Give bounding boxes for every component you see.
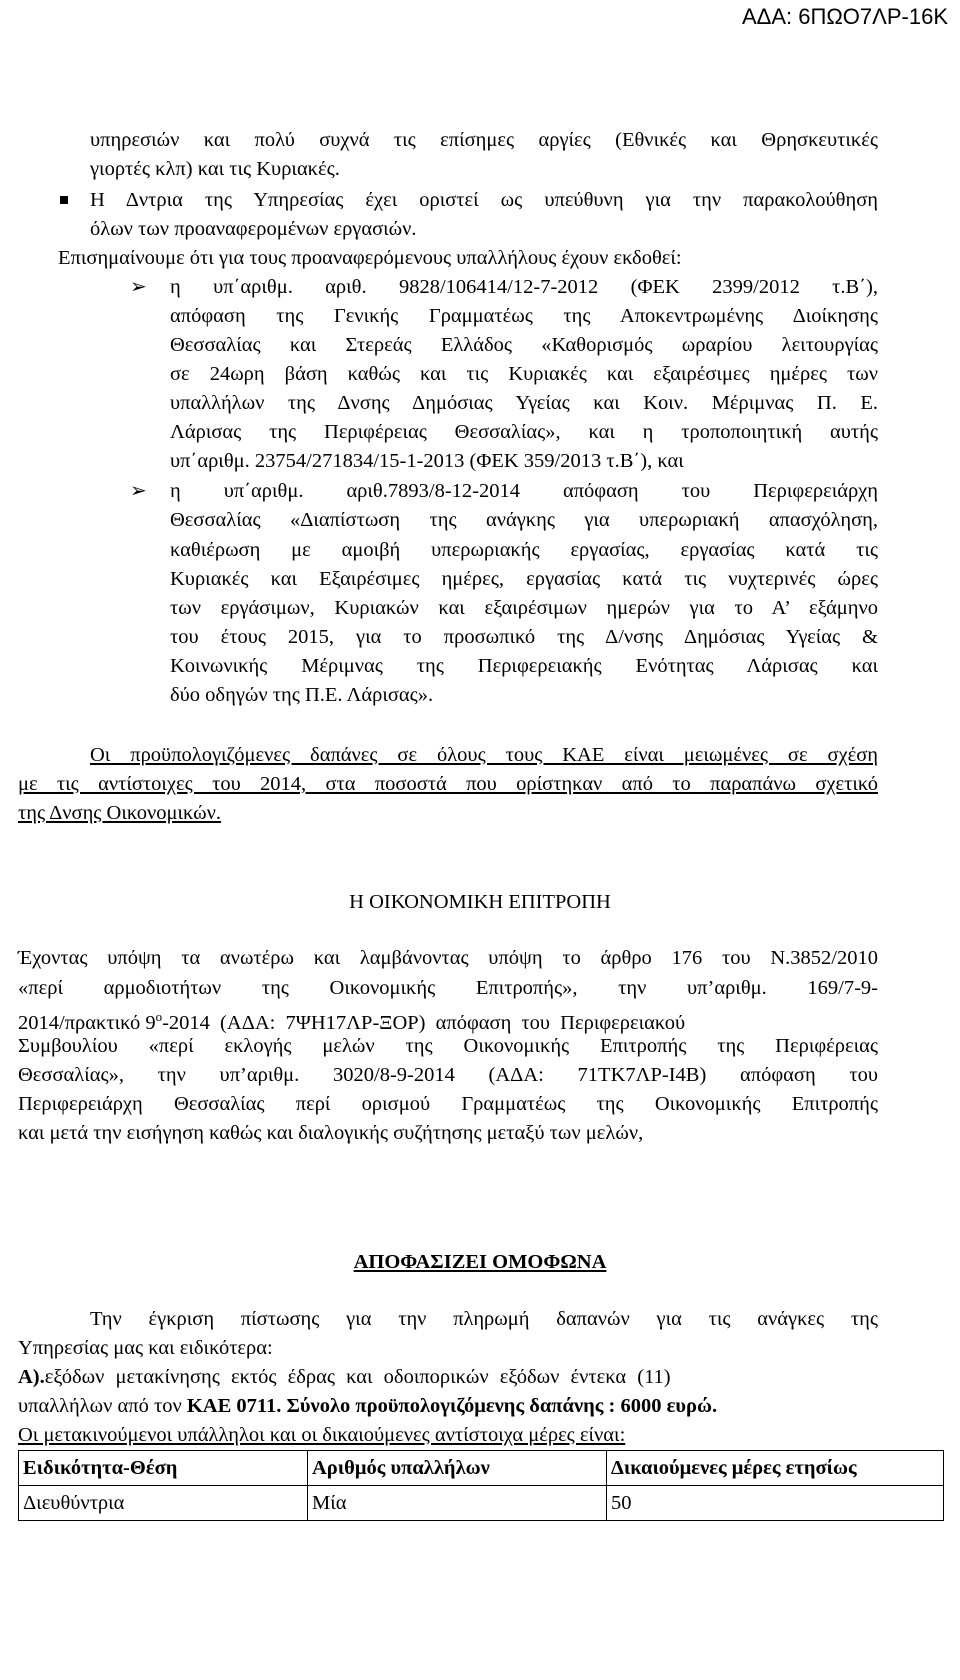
considering-line: Έχοντας υπόψη τα ανωτέρω και λαμβάνοντας υπόψη το άρθρο 176 του Ν.3852/2010 [18,947,878,969]
item-a-label: Α). [18,1366,45,1388]
item-a-text: υπαλλήλων από τον [18,1395,187,1417]
employees-table [18,1450,944,1521]
item-a-line: Οι μετακινούμενοι υπάλληλοι και οι δικαιούμενες αντίστοιχα μέρες είναι: [18,1424,626,1446]
table-cell: Μία [308,1486,607,1521]
decision-heading: ΑΠΟΦΑΣΙΖΕΙ ΟΜΟΦΩΝΑ [353,1251,607,1273]
considering-line-part: -2014 (ΑΔΑ: 7ΨΗ17ΛΡ-ΞΟΡ) απόφαση του Περιφερειακού [162,1011,686,1034]
arrow-item-line: υπαλλήλων της Δνσης Δημόσιας Υγείας και Κοιν. Μέριμνας Π. Ε. [170,392,878,414]
bullet-line: Η Δντρια της Υπηρεσίας έχει οριστεί ως υπεύθυνη για την παρακολούθηση [90,189,878,211]
committee-title: Η ΟΙΚΟΝΟΜΙΚΗ ΕΠΙΤΡΟΠΗ [349,891,611,913]
approval-line: Υπηρεσίας μας και ειδικότερα: [18,1337,273,1359]
arrow-item-line: Θεσσαλίας και Στερεάς Ελλάδος «Καθορισμός ωραρίου λειτουργίας [170,334,878,356]
considering-line: Θεσσαλίας», την υπ’αριθμ. 3020/8-9-2014 (ΑΔΑ: 71ΤΚ7ΛΡ-Ι4Β) απόφαση του [18,1064,878,1086]
total-cost: Σύνολο προϋπολογιζόμενης δαπάνης : 6000 ευρώ. [281,1395,718,1417]
arrow-item-line: Λάρισας της Περιφέρειας Θεσσαλίας», και η τροποποιητική αυτής [170,421,878,443]
table-header-row [19,1451,944,1486]
item-a-line [18,1391,717,1421]
table-cell: 50 [607,1486,944,1521]
square-bullet-icon [60,196,68,204]
underlined-paragraph-line: της Δνσης Οικονομικών. [18,802,222,824]
arrow-item-line: σε 24ωρη βάση καθώς και τις Κυριακές και εξαιρέσιμες ημέρες των [170,363,878,385]
arrow-bullet-icon: ➢ [130,276,147,298]
arrow-item-line: απόφαση της Γενικής Γραμματέως της Αποκεντρωμένης Διοίκησης [170,305,878,327]
kae-code: ΚΑΕ 0711. [186,1395,282,1417]
table-cell: Διευθύντρια [19,1486,308,1521]
table-header-cell: Αριθμός υπαλλήλων [308,1451,607,1486]
considering-line-part: 2014/πρακτικό 9 [18,1011,156,1034]
arrow-item-line: Κυριακές και Εξαιρέσιμες ημέρες, εργασίας κατά τις νυχτερινές ώρες [170,568,878,590]
considering-line: «περί αρμοδιοτήτων της Οικονομικής Επιτροπής», την υπ’αριθμ. 169/7-9- [18,977,878,999]
arrow-item-line: Θεσσαλίας «Διαπίστωση της ανάγκης για υπερωριακή απασχόληση, [170,509,878,531]
table-header-cell: Δικαιούμενες μέρες ετησίως [607,1451,944,1486]
bullet-line: όλων των προαναφερομένων εργασιών. [90,218,417,240]
arrow-item-line: η υπ΄αριθμ. αριθ.7893/8-12-2014 απόφαση του Περιφερειάρχη [170,480,878,502]
approval-line: Την έγκριση πίστωσης για την πληρωμή δαπανών για τις ανάγκες της [90,1308,878,1330]
superscript-o: ο [155,1009,163,1024]
arrow-item-line: δύο οδηγών της Π.Ε. Λάρισας». [170,684,434,706]
arrow-item-line: των εργάσιμων, Κυριακών και εξαιρέσιμων ημερών για το Α’ εξάμηνο [170,597,878,619]
arrow-item-line: υπ΄αριθμ. 23754/271834/15-1-2013 (ΦΕΚ 359/2013 τ.Β΄), και [170,450,684,472]
underlined-paragraph-line: με τις αντίστοιχες του 2014, στα ποσοστά που ορίστηκαν από το παραπάνω σχετικό [18,773,878,795]
table-row [19,1486,944,1521]
considering-line: Συμβουλίου «περί εκλογής μελών της Οικονομικής Επιτροπής της Περιφέρειας [18,1035,878,1057]
underlined-paragraph-line: Οι προϋπολογιζόμενες δαπάνες σε όλους τους ΚΑΕ είναι μειωμένες σε σχέση [90,744,878,766]
item-a-line [18,1362,878,1392]
paragraph-line: γιορτές κλπ) και τις Κυριακές. [90,158,340,180]
considering-line: και μετά την εισήγηση καθώς και διαλογικής συζήτησης μεταξύ των μελών, [18,1122,644,1144]
ada-header: ΑΔΑ: 6ΠΩΟ7ΛΡ-16Κ [741,4,948,29]
item-a-text: εξόδων μετακίνησης εκτός έδρας και οδοιπορικών εξόδων έντεκα (11) [44,1366,671,1388]
paragraph-line: υπηρεσιών και πολύ συχνά τις επίσημες αργίες (Εθνικές και Θρησκευτικές [90,129,878,151]
table-header-cell: Ειδικότητα-Θέση [19,1451,308,1486]
arrow-item-line: Κοινωνικής Μέριμνας της Περιφερειακής Ενότητας Λάρισας και [170,655,878,677]
arrow-bullet-icon: ➢ [130,480,147,502]
considering-line: Περιφερειάρχη Θεσσαλίας περί ορισμού Γραμματέως της Οικονομικής Επιτροπής [18,1093,878,1115]
arrow-item-line: καθιέρωση με αμοιβή υπερωριακής εργασίας, εργασίας κατά τις [170,539,878,561]
arrow-item-line: του έτους 2015, για το προσωπικό της Δ/νσης Δημόσιας Υγείας & [170,626,878,648]
arrow-item-line: η υπ΄αριθμ. αριθ. 9828/106414/12-7-2012 (ΦΕΚ 2399/2012 τ.Β΄), [170,276,878,298]
note-line: Επισημαίνουμε ότι για τους προαναφερόμενους υπαλλήλους έχουν εκδοθεί: [58,247,682,269]
